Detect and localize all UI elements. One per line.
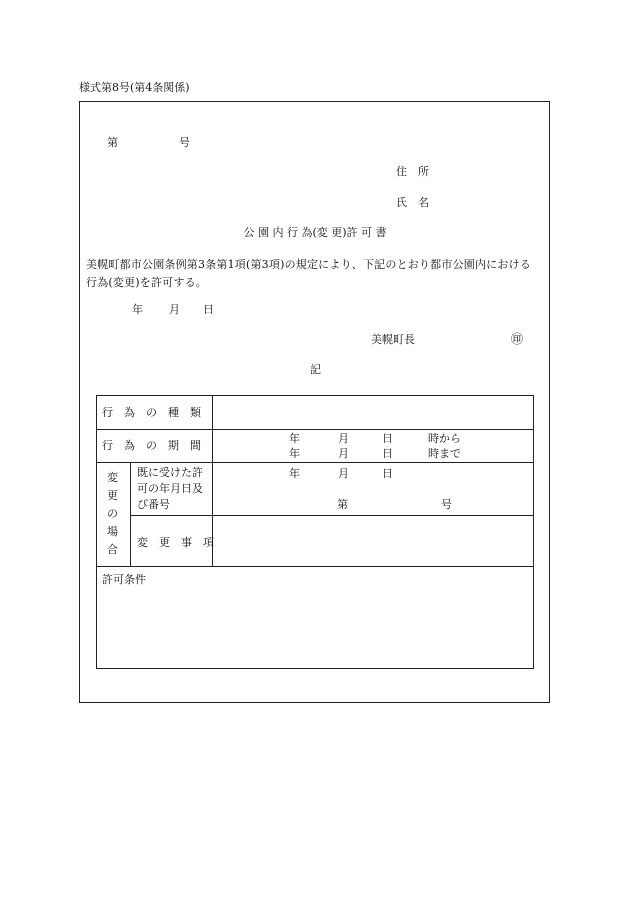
change-case-char: 場 — [107, 525, 118, 538]
change-case-char: 更 — [107, 489, 118, 502]
activity-type-label: 行 為 の 種 類 — [102, 406, 201, 419]
table-divider — [96, 429, 534, 430]
intro-text: 美幌町都市公園条例第3条第1項(第3項)の規定により、下記のとおり都市公園内における行為(変更)を許可する。 — [86, 258, 531, 289]
period-end-day: 日 — [382, 447, 393, 460]
seal-mark: ㊞ — [511, 332, 524, 346]
prior-permit-label-line: 既に受けた許 — [137, 466, 203, 479]
address-label: 住 所 — [396, 165, 429, 178]
document-title: 公 園 内 行 為(変 更)許 可 書 — [243, 226, 387, 239]
name-label: 氏 名 — [396, 196, 429, 209]
period-start-year: 年 — [289, 432, 300, 445]
detail-table — [96, 395, 534, 669]
period-end-month: 月 — [338, 447, 349, 460]
period-end-suffix: 時まで — [428, 447, 461, 460]
prior-permit-label-line: 可の年月日及 — [137, 482, 203, 495]
period-start-day: 日 — [382, 432, 393, 445]
change-items-label: 変 更 事 項 — [137, 536, 214, 549]
prior-permit-day: 日 — [382, 467, 393, 480]
prior-permit-number-prefix: 第 — [337, 498, 348, 511]
prior-permit-month: 月 — [338, 467, 349, 480]
issuer-name: 美幌町長 — [371, 333, 415, 346]
permit-conditions-label: 許可条件 — [102, 573, 146, 586]
prior-permit-label-line: び番号 — [137, 498, 170, 511]
permit-number-prefix: 第 — [107, 136, 118, 149]
date-month: 月 — [169, 303, 180, 316]
period-end-year: 年 — [289, 447, 300, 460]
permit-number-suffix: 号 — [179, 136, 190, 149]
ki-label: 記 — [310, 363, 321, 376]
change-case-char: 合 — [107, 543, 118, 556]
form-label: 様式第8号(第4条関係) — [79, 81, 190, 94]
table-divider — [96, 566, 534, 567]
table-divider — [130, 462, 131, 566]
prior-permit-year: 年 — [289, 467, 300, 480]
prior-permit-number-suffix: 号 — [441, 498, 452, 511]
date-year: 年 — [132, 303, 143, 316]
change-case-char: の — [107, 507, 118, 520]
activity-period-label: 行 為 の 期 間 — [102, 439, 201, 452]
table-divider — [130, 515, 534, 516]
period-start-month: 月 — [338, 432, 349, 445]
period-start-suffix: 時から — [428, 432, 461, 445]
date-day: 日 — [203, 303, 214, 316]
change-case-char: 変 — [107, 471, 118, 484]
table-divider — [96, 462, 534, 463]
